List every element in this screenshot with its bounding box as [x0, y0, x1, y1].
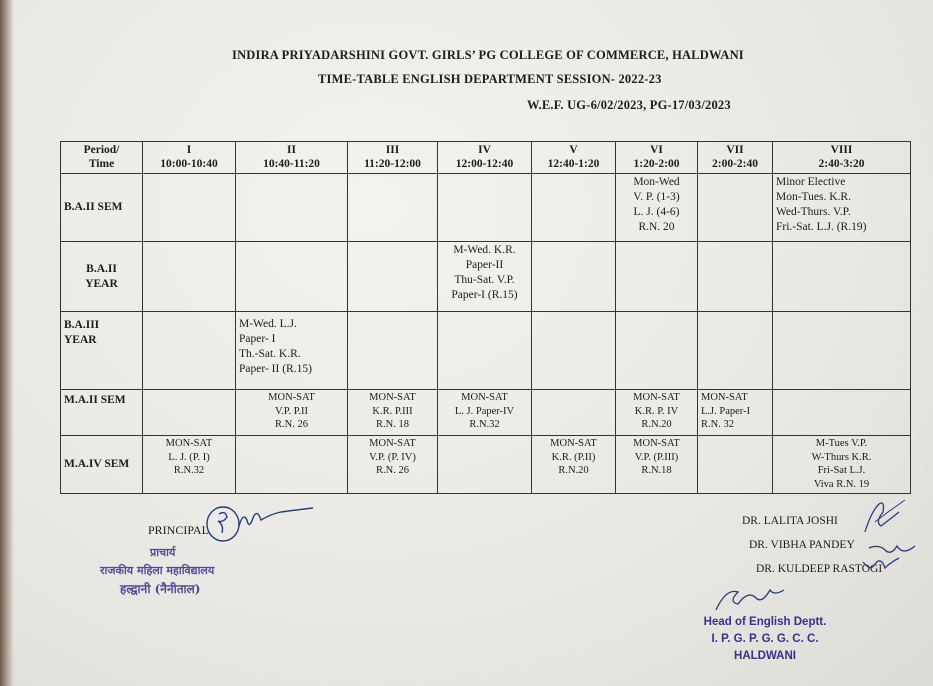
- principal-label: PRINCIPAL: [148, 523, 209, 537]
- table-cell: MON-SAT L. J. (P. I) R.N.32: [143, 436, 236, 494]
- table-cell: [532, 242, 616, 312]
- faculty-name: DR. VIBHA PANDEY: [749, 539, 855, 551]
- table-cell: MON-SAT V.P. (P. IV) R.N. 26: [348, 436, 438, 494]
- paper-edge-shadow: [0, 0, 14, 686]
- table-row: [61, 174, 911, 242]
- table-cell: [616, 312, 698, 390]
- principal-stamp-line: प्राचार्य: [150, 546, 176, 559]
- table-cell: MON-SAT V.P. (P.III) R.N.18: [616, 436, 698, 494]
- college-name: INDIRA PRIYADARSHINI GOVT. GIRLS’ PG COLLEGE OF COMMERCE, HALDWANI: [232, 48, 744, 62]
- row-label: B.A.II SEM: [61, 174, 143, 242]
- table-cell: M-Wed. L.J. Paper- I Th.-Sat. K.R. Paper- II (R.15): [236, 312, 348, 390]
- table-cell: M-Tues V.P. W-Thurs K.R. Fri-Sat L.J. Viva R.N. 19: [773, 436, 911, 494]
- table-cell: [773, 390, 911, 436]
- table-cell: [438, 312, 532, 390]
- period-header: I 10:00-10:40: [143, 142, 236, 174]
- table-cell: [143, 174, 236, 242]
- table-cell: M-Wed. K.R. Paper-II Thu-Sat. V.P. Paper-I (R.15): [438, 242, 532, 312]
- row-label: M.A.IV SEM: [61, 436, 143, 494]
- faculty-name: DR. KULDEEP RASTOGI: [756, 563, 883, 575]
- effective-date: W.E.F. UG-6/02/2023, PG-17/03/2023: [527, 98, 731, 112]
- table-row: [61, 312, 911, 390]
- table-cell: MON-SAT K.R. P.III R.N. 18: [348, 390, 438, 436]
- table-cell: [698, 242, 773, 312]
- table-cell: [698, 312, 773, 390]
- table-cell: Mon-Wed V. P. (1-3) L. J. (4-6) R.N. 20: [616, 174, 698, 242]
- table-cell: [532, 312, 616, 390]
- table-cell: [143, 242, 236, 312]
- period-header: VII 2:00-2:40: [698, 142, 773, 174]
- row-label: B.A.II YEAR: [61, 242, 143, 312]
- table-cell: [348, 174, 438, 242]
- period-header-row: [61, 142, 911, 174]
- table-cell: [236, 174, 348, 242]
- period-header: III 11:20-12:00: [348, 142, 438, 174]
- period-header: II 10:40-11:20: [236, 142, 348, 174]
- table-cell: MON-SAT K.R. P. IV R.N.20: [616, 390, 698, 436]
- table-row: [61, 390, 911, 436]
- row-label: M.A.II SEM: [61, 390, 143, 436]
- table-cell: MON-SAT L.J. Paper-I R.N. 32: [698, 390, 773, 436]
- period-header: VI 1:20-2:00: [616, 142, 698, 174]
- hod-signature: [710, 580, 790, 620]
- table-cell: [143, 312, 236, 390]
- hod-stamp-line: Head of English Deptt.: [703, 616, 827, 628]
- table-cell: [532, 390, 616, 436]
- period-header: IV 12:00-12:40: [438, 142, 532, 174]
- faculty-name: DR. LALITA JOSHI: [742, 515, 838, 527]
- table-cell: MON-SAT L. J. Paper-IV R.N.32: [438, 390, 532, 436]
- table-cell: [698, 436, 773, 494]
- table-cell: [236, 242, 348, 312]
- table-cell: [438, 436, 532, 494]
- hod-stamp-line: HALDWANI: [734, 650, 796, 662]
- faculty-signatures: [855, 492, 925, 587]
- table-cell: MON-SAT K.R. (P.II) R.N.20: [532, 436, 616, 494]
- period-header: VIII 2:40-3:20: [773, 142, 911, 174]
- table-cell: [773, 312, 911, 390]
- table-row: [61, 436, 911, 494]
- principal-signature: [195, 498, 330, 548]
- timetable-title: TIME-TABLE ENGLISH DEPARTMENT SESSION- 2022-23: [318, 72, 662, 86]
- table-cell: [616, 242, 698, 312]
- table-cell: [348, 312, 438, 390]
- table-cell: Minor Elective Mon-Tues. K.R. Wed-Thurs. V.P. Fri.-Sat. L.J. (R.19): [773, 174, 911, 242]
- table-row: [61, 242, 911, 312]
- table-cell: [438, 174, 532, 242]
- table-cell: [236, 436, 348, 494]
- period-header: V 12:40-1:20: [532, 142, 616, 174]
- timetable-grid: [60, 141, 911, 494]
- table-cell: [532, 174, 616, 242]
- principal-stamp-line: राजकीय महिला महाविद्यालय: [100, 564, 215, 577]
- table-cell: MON-SAT V.P. P.II R.N. 26: [236, 390, 348, 436]
- table-cell: [773, 242, 911, 312]
- table-cell: [698, 174, 773, 242]
- table-cell: [348, 242, 438, 312]
- table-cell: [143, 390, 236, 436]
- row-label: B.A.III YEAR: [61, 312, 143, 390]
- hod-stamp-line: I. P. G. P. G. G. C. C.: [711, 633, 819, 645]
- corner-cell: Period/ Time: [61, 142, 143, 174]
- principal-stamp-line: हल्द्वानी (नैनीताल): [120, 582, 201, 596]
